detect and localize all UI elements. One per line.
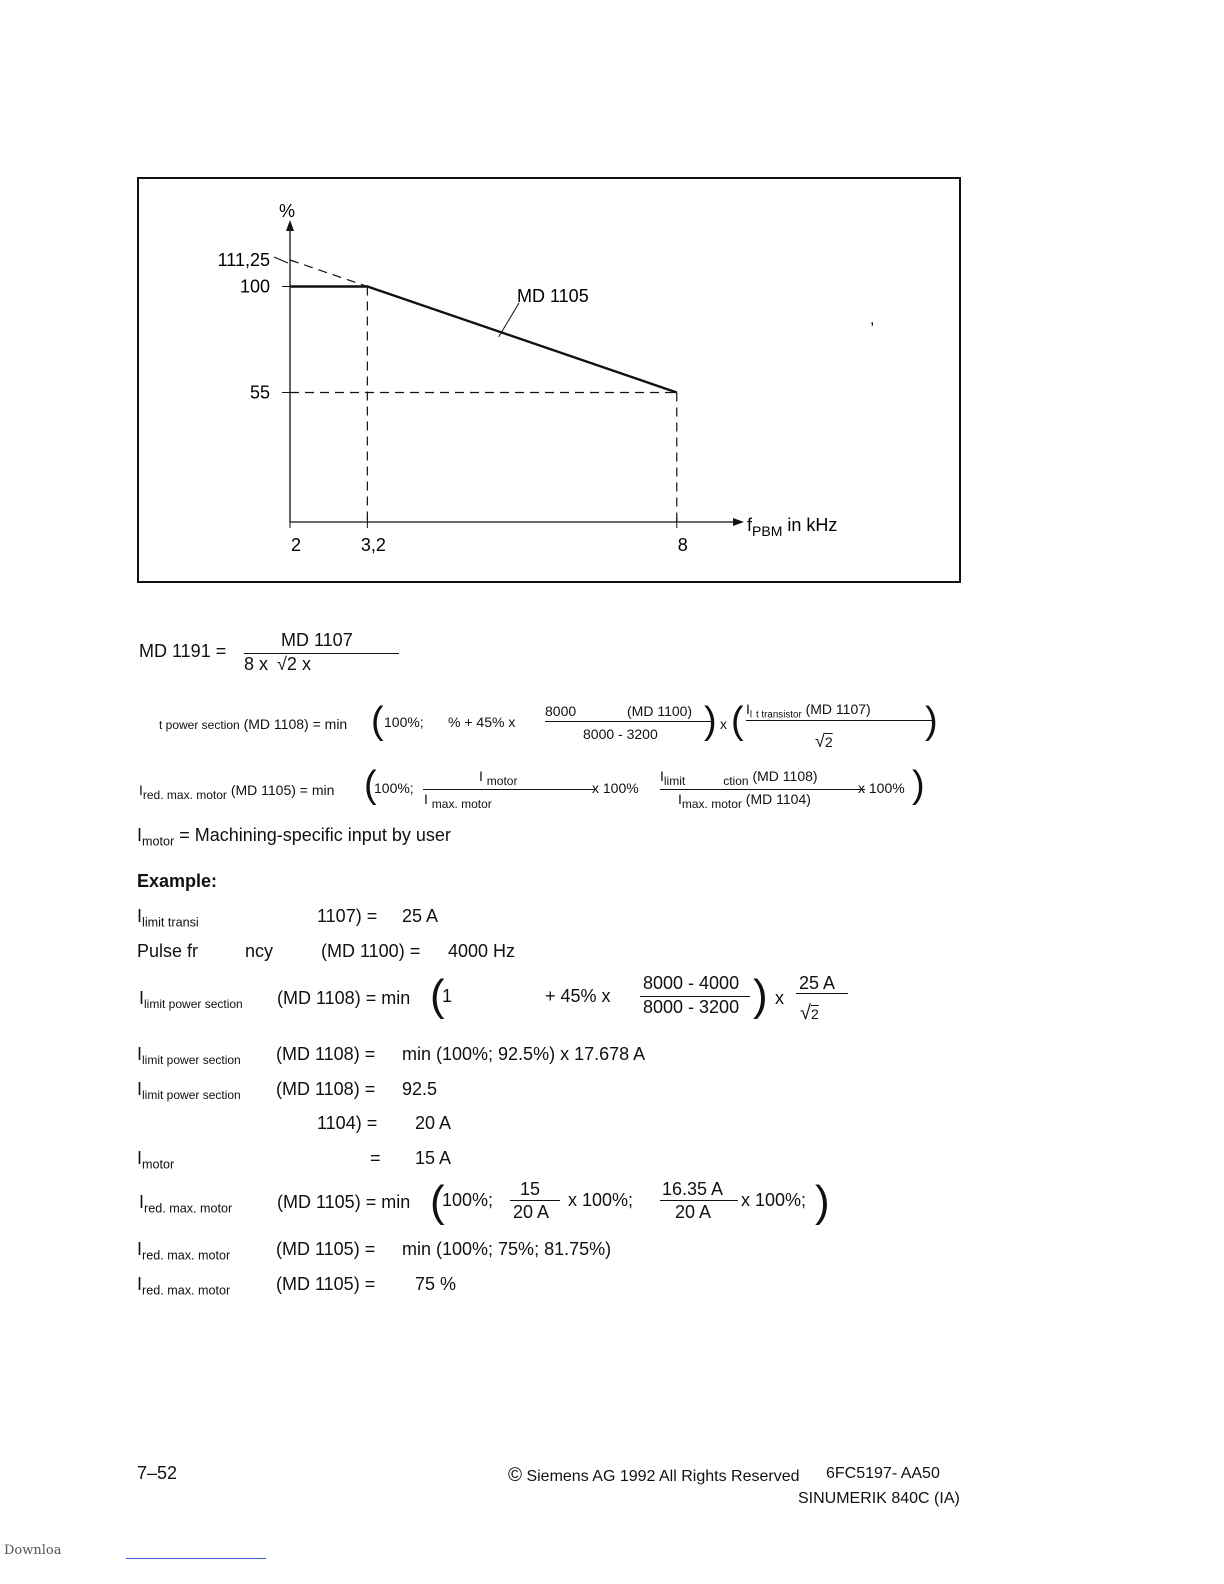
formula1-den-prefix: 8 x — [244, 654, 269, 674]
formula3-lhs-tail: (MD 1105) = min — [230, 782, 335, 798]
formula3-f2-num — [660, 768, 818, 788]
formula2-p1: 100%; — [384, 714, 424, 730]
formula2-frac-num-b: (MD 1100) — [627, 703, 693, 719]
row10-sub: red. max. motor — [142, 1283, 231, 1298]
example-row3-den: 8000 - 3200 — [643, 997, 740, 1017]
row9-sub: red. max. motor — [142, 1248, 231, 1263]
close-paren-icon: ) — [815, 1177, 830, 1226]
example-row8-num2: 16.35 A — [662, 1179, 724, 1199]
example-row2-label-b: ncy — [245, 941, 274, 961]
motor-text: = Machining-specific input by user — [174, 825, 451, 845]
open-paren-icon: ( — [430, 1177, 445, 1226]
example-row3-fraction-bar-2 — [796, 993, 848, 994]
formula3-lhs-main: I — [139, 782, 143, 798]
annotation-leader — [499, 303, 519, 337]
example-row9-mid: (MD 1105) = — [276, 1239, 376, 1259]
example-row2-mid: (MD 1100) = — [321, 941, 421, 961]
x-tick-label: 8 — [677, 535, 688, 555]
row7-main: I — [137, 1148, 143, 1168]
formula3-f1-num-sub: motor — [486, 774, 518, 789]
copyright-line — [508, 1465, 799, 1487]
row4-sub: limit power section — [142, 1053, 241, 1068]
formula3-f1-tail: x 100% — [592, 780, 639, 796]
y-tick-label: 111,25 — [217, 250, 270, 270]
sqrt-icon: √ — [277, 654, 287, 674]
example-row10-label — [137, 1274, 230, 1297]
x-axis-label: $f_{PBM}$ in kHz — [747, 515, 838, 539]
sqrt-icon: √ — [815, 731, 825, 751]
formula3-f2-den — [678, 791, 811, 811]
example-row8-den2: 20 A — [675, 1202, 712, 1222]
row5-main: I — [137, 1079, 143, 1099]
open-paren-icon: ( — [731, 700, 744, 742]
row4-main: I — [137, 1044, 143, 1064]
formula2-i-tail: (MD 1107) — [805, 701, 871, 717]
close-paren-icon: ) — [753, 971, 768, 1020]
example-row1-mid: 1107) = — [317, 906, 378, 926]
example-row4-val: min (100%; 92.5%) x 17.678 A — [402, 1044, 646, 1064]
row1-sub: limit transi — [142, 915, 199, 930]
example-row1-val: 25 A — [402, 906, 439, 926]
formula1-sqrt-arg: 2 — [286, 654, 297, 674]
formula3-fraction-bar-1 — [423, 789, 595, 790]
formula2-i-term — [746, 701, 871, 720]
stray-comma: , — [870, 311, 875, 328]
formula3-lhs-sub: red. max. motor — [142, 788, 227, 803]
motor-definition — [137, 825, 451, 848]
example-row9-val: min (100%; 75%; 81.75%) — [402, 1239, 612, 1259]
example-row8-mid: (MD 1105) = min — [277, 1192, 411, 1212]
example-row10-val: 75 % — [415, 1274, 457, 1294]
formula3-lhs — [139, 782, 334, 802]
page-number: 7–52 — [137, 1463, 178, 1483]
x-axis-arrow-icon — [733, 518, 744, 526]
formula3-f2-den-tail: (MD 1104) — [745, 791, 811, 807]
example-row2-val: 4000 Hz — [448, 941, 516, 961]
derating-chart — [139, 179, 959, 581]
formula3-f1-den — [424, 791, 492, 811]
example-row3-num: 8000 - 4000 — [643, 973, 740, 993]
close-paren-icon: ) — [925, 700, 938, 742]
formula1-den-suffix: x — [301, 654, 311, 674]
row3-sqrt-arg: 2 — [810, 1006, 819, 1022]
motor-sub: motor — [142, 834, 175, 849]
formula2-frac-den: 8000 - 3200 — [583, 726, 658, 742]
y-axis-label: % — [279, 201, 296, 221]
formula2-sqrt — [815, 731, 833, 752]
example-row3-p2: + 45% x — [545, 986, 611, 1006]
row5-sub: limit power section — [142, 1088, 241, 1103]
sqrt-icon: √ — [800, 1002, 811, 1024]
row8-main: I — [139, 1192, 145, 1212]
formula2-frac-num-a: 8000 — [545, 703, 577, 719]
row9-main: I — [137, 1239, 143, 1259]
example-row3-mid: (MD 1108) = min — [277, 988, 411, 1008]
formula1-denominator — [244, 654, 311, 675]
formula3-f2-tail: x 100% — [858, 780, 905, 796]
example-row6-val: 20 A — [415, 1113, 452, 1133]
formula3-f2-num-mid: ction — [723, 774, 749, 789]
example-row2-label-a: Pulse fr — [137, 941, 199, 961]
formula2-lhs-tail: (MD 1108) = min — [243, 716, 348, 732]
row3-main: I — [139, 988, 145, 1008]
formula2-lhs — [159, 716, 347, 732]
example-row8-label — [139, 1192, 232, 1215]
formula3-p1: 100%; — [374, 780, 414, 796]
extrapolation-line — [290, 260, 367, 286]
example-row8-t2: x 100%; — [741, 1190, 807, 1210]
formula2-i-main: I — [746, 701, 750, 717]
formula2-i-sub2: t transistor — [755, 709, 802, 721]
close-paren-icon: ) — [912, 764, 925, 806]
formula2-lhs-sub: t power section — [159, 718, 240, 732]
formula3-f2-den-main: I — [678, 791, 682, 807]
motor-main: I — [137, 825, 143, 845]
example-row7-mid: = — [370, 1148, 381, 1168]
example-row4-mid: (MD 1108) = — [276, 1044, 376, 1064]
open-paren-icon: ( — [371, 700, 384, 742]
x-tick-label: 2 — [290, 535, 302, 555]
formula2-sqrt-arg: 2 — [824, 734, 833, 750]
formula2-fraction-bar-2 — [746, 720, 934, 721]
example-row8-num1: 15 — [520, 1179, 541, 1199]
row7-sub: motor — [142, 1157, 175, 1172]
formula3-f2-num-sub: limit — [663, 774, 686, 789]
y-tick-leader — [274, 257, 288, 263]
formula3-fraction-bar-2 — [660, 789, 865, 790]
chart-frame — [137, 177, 961, 583]
formula3-f1-num-main: I — [479, 768, 483, 784]
x-tick-label: 3,2 — [360, 535, 386, 555]
example-row5-mid: (MD 1108) = — [276, 1079, 376, 1099]
example-row8-fraction-bar-1 — [510, 1200, 560, 1201]
example-row3-times: x — [775, 988, 784, 1008]
example-heading: Example: — [137, 871, 218, 891]
formula3-f2-den-sub: max. motor — [681, 797, 742, 812]
example-row8-p1: 100%; — [442, 1190, 494, 1210]
row8-sub: red. max. motor — [144, 1201, 233, 1216]
example-row1-label — [137, 906, 199, 929]
example-row3-sqrt — [800, 1002, 819, 1025]
example-row7-val: 15 A — [415, 1148, 452, 1168]
row3-sub: limit power section — [144, 997, 243, 1012]
formula3-f1-num — [479, 768, 517, 788]
example-row3-num2: 25 A — [799, 973, 836, 993]
open-paren-icon: ( — [430, 971, 445, 1020]
example-row4-label — [137, 1044, 241, 1067]
formula1-numerator: MD 1107 — [281, 630, 353, 650]
download-watermark: Downloa — [4, 1543, 62, 1558]
example-row8-fraction-bar-2 — [660, 1200, 738, 1201]
formula3-f2-num-tail: (MD 1108) — [752, 768, 818, 784]
example-row10-mid: (MD 1105) = — [276, 1274, 376, 1294]
formula2-fraction-bar — [545, 721, 713, 722]
y-axis-arrow-icon — [286, 220, 294, 231]
formula1-lhs: MD 1191 = — [139, 641, 227, 661]
copyright-icon: © — [508, 1465, 522, 1486]
formula3-f1-den-sub: max. motor — [431, 797, 492, 812]
example-row3-label — [139, 988, 243, 1011]
example-row7-label — [137, 1148, 174, 1171]
link-underline[interactable] — [126, 1558, 266, 1559]
open-paren-icon: ( — [364, 764, 377, 806]
series-annotation: MD 1105 — [517, 286, 589, 306]
close-paren-icon: ) — [704, 700, 717, 742]
example-row8-den1: 20 A — [513, 1202, 550, 1222]
example-row9-label — [137, 1239, 230, 1262]
example-row6-mid: 1104) = — [317, 1113, 378, 1133]
example-row8-t1: x 100%; — [568, 1190, 634, 1210]
y-tick-label: 55 — [249, 382, 270, 403]
example-row3-p1: 1 — [442, 986, 453, 1006]
formula2-i-sub1: l — [749, 709, 753, 721]
formula2-p2: % + 45% x — [448, 714, 516, 730]
row10-main: I — [137, 1274, 143, 1294]
formula2-times: x — [720, 716, 727, 732]
product-name: SINUMERIK 840C (IA) — [798, 1490, 960, 1507]
copyright-text: Siemens AG 1992 All Rights Reserved — [526, 1468, 800, 1485]
formula3-f1-den-main: I — [424, 791, 428, 807]
order-number: 6FC5197- AA50 — [826, 1465, 940, 1482]
row1-main: I — [137, 906, 143, 926]
y-tick-label: 100 — [239, 276, 270, 297]
example-row5-label — [137, 1079, 241, 1102]
md1105-curve — [290, 286, 677, 392]
formula3-f2-num-main: I — [660, 768, 664, 784]
example-row5-val: 92.5 — [402, 1079, 438, 1099]
